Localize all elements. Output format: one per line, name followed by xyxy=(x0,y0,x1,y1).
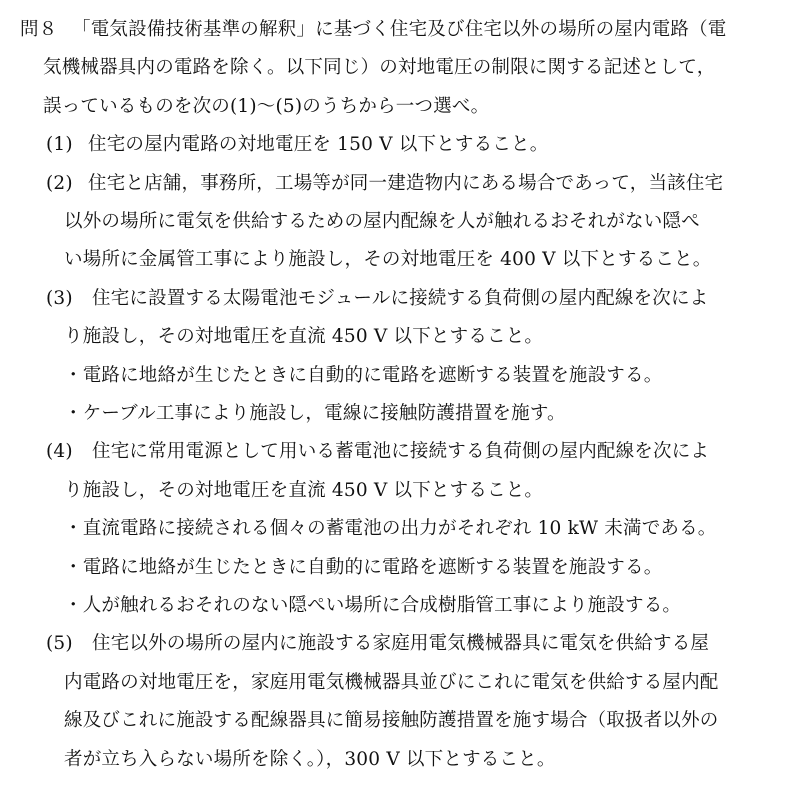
option-text-line: 住宅に設置する太陽電池モジュールに接続する負荷側の屋内配線を次によ xyxy=(92,287,709,309)
option-bullet: ・電路に地絡が生じたときに自動的に電路を遮断する装置を施設する。 xyxy=(64,556,663,578)
option-label: (5) xyxy=(46,633,73,655)
option-text-line: 住宅以外の場所の屋内に施設する家庭用電気機械器具に電気を供給する屋 xyxy=(92,633,710,655)
option-text-line: い場所に金属管工事により施設し，その対地電圧を 400 V 以下とすること。 xyxy=(64,249,712,271)
question-stem-line: 気機械器具内の電路を除く。以下同じ）の対地電圧の制限に関する記述として， xyxy=(43,57,716,79)
option-text-line: 住宅と店舗，事務所，工場等が同一建造物内にある場合であって，当該住宅 xyxy=(88,172,724,194)
option-bullet: ・人が触れるおそれのない隠ぺい場所に合成樹脂管工事により施設する。 xyxy=(64,595,682,616)
question-stem-line: 「電気設備技術基準の解釈」に基づく住宅及び住宅以外の場所の屋内電路（電 xyxy=(72,19,727,40)
option-text-line: り施設し，その対地電圧を直流 450 V 以下とすること。 xyxy=(64,326,544,348)
option-text-line: 線及びこれに施設する配線器具に簡易接触防護措置を施す場合（取扱者以外の xyxy=(64,710,719,732)
option-bullet: ・ケーブル工事により施設し，電線に接触防護措置を施す。 xyxy=(64,403,566,424)
option-bullet: ・電路に地絡が生じたときに自動的に電路を遮断する装置を施設する。 xyxy=(64,364,663,386)
question-stem-line: 誤っているものを次の(1)～(5)のうちから一つ選べ。 xyxy=(43,95,490,117)
option-label: (4) xyxy=(46,441,73,463)
option-text-line: 者が立ち入らない場所を除く。），300 V 以下とすること。 xyxy=(64,748,556,770)
option-label: (1) xyxy=(46,134,73,156)
option-text-line: 住宅に常用電源として用いる蓄電池に接続する負荷側の屋内配線を次によ xyxy=(92,441,710,463)
option-text-line: り施設し，その対地電圧を直流 450 V 以下とすること。 xyxy=(64,479,544,501)
option-label: (3) xyxy=(46,287,73,309)
option-bullet: ・直流電路に接続される個々の蓄電池の出力がそれぞれ 10 kW 未満である。 xyxy=(64,518,717,540)
option-text-line: 内電路の対地電圧を，家庭用電気機械器具並びにこれに電気を供給する屋内配 xyxy=(64,671,719,693)
question-number: 問８ xyxy=(20,19,58,40)
option-label: (2) xyxy=(46,172,73,194)
option-text-line: 住宅の屋内電路の対地電圧を 150 V 以下とすること。 xyxy=(88,134,549,156)
option-text-line: 以外の場所に電気を供給するための屋内配線を人が触れるおそれがない隠ぺ xyxy=(64,211,700,232)
